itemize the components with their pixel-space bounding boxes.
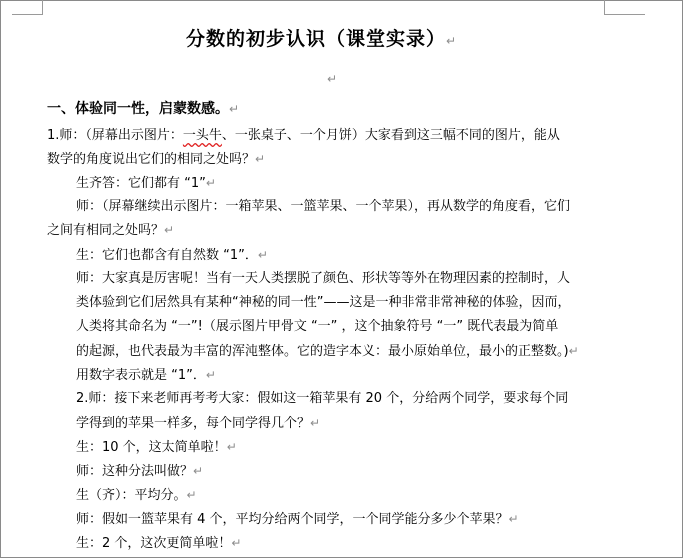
margin-corner-right [604,0,645,15]
body-line: 师：大家真是厉害呢！当有一天人类摆脱了颜色、形状等等外在物理因素的控制时，人 [76,271,571,286]
body-line: 学得到的苹果一样多，每个同学得几个？↵ [76,416,321,431]
body-line: 生齐答：它们都有 “1”↵ [76,176,216,191]
spellcheck-flagged-word[interactable]: 一头牛 [182,128,222,143]
body-line: 人类将其命名为 “一”!（展示图片甲骨文 “一” ，这个抽象符号 “一” 既代表最为简单 [76,319,559,334]
paragraph-mark-icon: ↵ [186,488,197,502]
paragraph-mark-icon: ↵ [229,102,240,116]
body-line: 1.师：（屏幕出示图片：一头牛、一张桌子、一个月饼）大家看到这三幅不同的图片，能从 [47,128,560,143]
body-line: 之间有相同之处吗？↵ [47,223,175,238]
body-line: 师：（屏幕继续出示图片：一箱苹果、一篮苹果、一个苹果），再从数学的角度看，它们 [76,199,571,214]
paragraph-mark-icon: ↵ [327,72,338,86]
section-heading: 一、体验同一性，启蒙数感。↵ [47,101,240,117]
paragraph-mark-icon: ↵ [193,464,204,478]
body-line: 2.师：接下来老师再考考大家：假如这一箱苹果有 20 个，分给两个同学，要求每个同 [76,391,569,406]
paragraph-mark-icon: ↵ [164,223,175,237]
paragraph-mark-icon: ↵ [446,34,457,48]
body-line: 用数字表示就是 “1”．↵ [76,368,216,383]
body-line: 生：它们也都含有自然数 “1”．↵ [76,248,268,263]
margin-corner-left [12,0,43,15]
body-line: 类体验到它们居然具有某种“神秘的同一性”——这是一种非常非常神秘的体验，因而， [76,295,571,310]
body-line: 的起源，也代表最为丰富的浑沌整体。它的造字本义：最小原始单位，最小的正整数。)↵ [76,344,579,359]
paragraph-mark-icon: ↵ [508,512,519,526]
body-line: 生：2 个，这次更简单啦！↵ [76,536,242,551]
body-line: 生：10 个，这太简单啦！↵ [76,440,237,455]
paragraph-mark-icon: ↵ [257,248,268,262]
body-line: 生（齐）：平均分。↵ [76,488,197,503]
paragraph-mark-icon: ↵ [255,152,266,166]
empty-paragraph [327,68,337,90]
paragraph-mark-icon: ↵ [205,176,216,190]
document-title: 分数的初步认识（课堂实录）↵ [186,28,457,50]
paragraph-mark-icon: ↵ [226,440,237,454]
body-line: 师：这种分法叫做？↵ [76,464,204,479]
paragraph-mark-icon: ↵ [205,368,216,382]
paragraph-mark-icon: ↵ [310,416,321,430]
paragraph-mark-icon: ↵ [231,536,242,550]
body-line: 数学的角度说出它们的相同之处吗？↵ [47,152,266,167]
paragraph-mark-icon: ↵ [568,344,579,358]
body-line: 师：假如一篮苹果有 4 个，平均分给两个同学，一个同学能分多少个苹果？↵ [76,512,519,527]
